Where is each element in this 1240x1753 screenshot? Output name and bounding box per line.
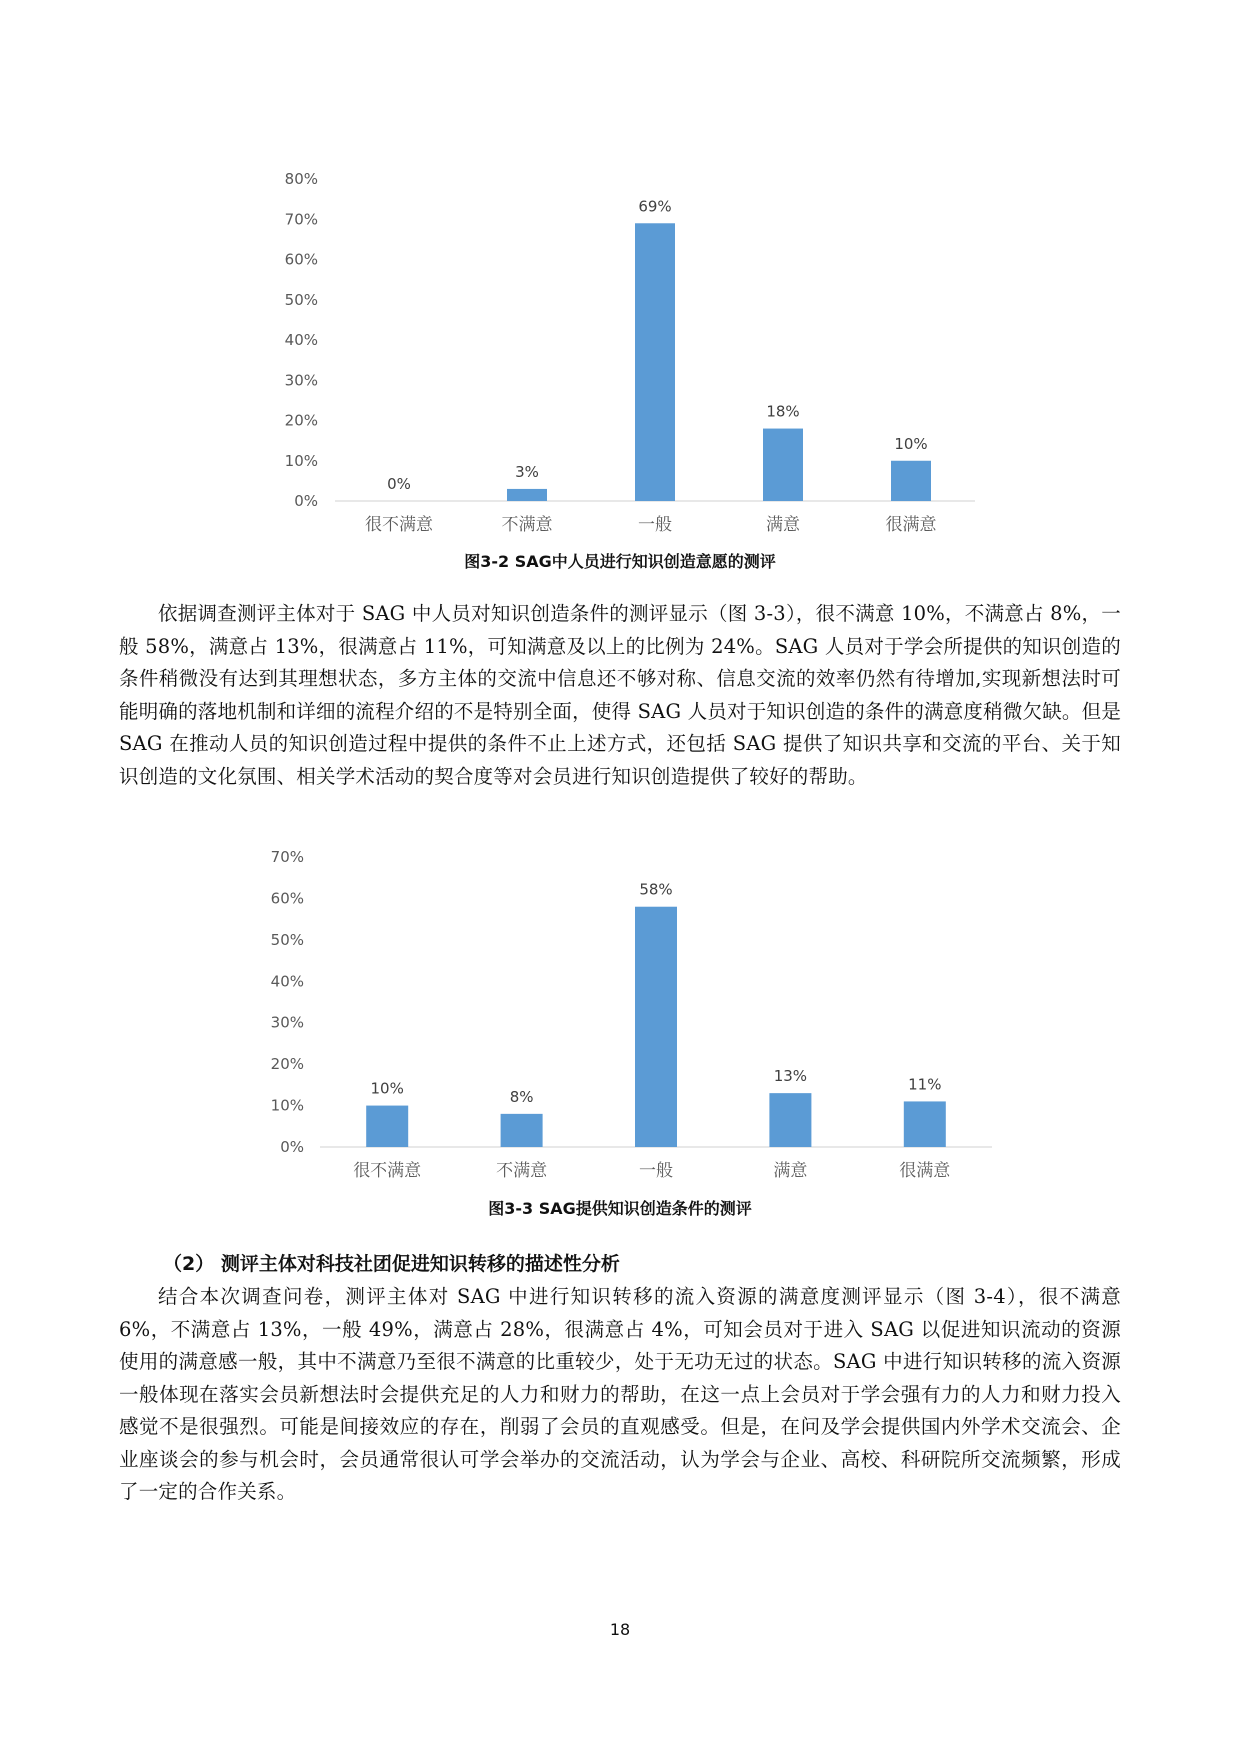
figure-caption-3-3: 图3-3 SAG提供知识创造条件的测评: [488, 1199, 752, 1218]
data-label: 69%: [638, 197, 672, 216]
data-label: 3%: [515, 462, 539, 481]
paragraph-knowledge-creation-conditions: 依据调查测评主体对于 SAG 中人员对知识创造条件的测评显示（图 3-3），很不满意 10%，不满意占 8%，一般 58%，满意占 13%，很满意占 11%，可知满意及以上的比例为 24%。SAG 人员对于学会所提供的知识创造的条件稍微没有达到其理想状态，多方主体的交流中信息还不够对称、信息交流的效率仍然有待增加,实现新想法时可能明确的落地机制和详细的流程介绍的不是特别全面，使得 SAG 人员对于知识创造的条件的满意度稍微欠缺。但是 SAG 在推动人员的知识创造过程中提供的条件不止上述方式，还包括 SAG 提供了知识共享和交流的平台、关于知识创造的文化氛围、相关学术活动的契合度等对会员进行知识创造提供了较好的帮助。: [119, 602, 1122, 788]
y-tick-label: 70%: [284, 210, 318, 229]
y-tick-label: 30%: [284, 371, 318, 390]
section-heading: （2） 测评主体对科技社团促进知识转移的描述性分析: [163, 1253, 620, 1275]
bar: [635, 907, 677, 1147]
data-label: 18%: [766, 402, 800, 421]
y-tick-label: 20%: [270, 1055, 304, 1074]
data-label: 10%: [370, 1079, 404, 1098]
category-label: 满意: [773, 1161, 808, 1181]
category-label: 满意: [766, 515, 800, 535]
data-label: 58%: [639, 880, 673, 899]
category-label: 一般: [639, 1161, 673, 1181]
page-number: 18: [609, 1620, 631, 1639]
y-tick-label: 0%: [280, 1138, 304, 1156]
category-label: 一般: [638, 515, 672, 535]
data-label: 8%: [509, 1087, 534, 1106]
category-label: 不满意: [496, 1161, 548, 1181]
data-label: 11%: [908, 1075, 942, 1094]
y-tick-label: 0%: [294, 492, 318, 510]
category-label: 很不满意: [353, 1161, 422, 1181]
y-tick-label: 80%: [284, 170, 318, 188]
figure-caption-3-2: 图3-2 SAG中人员进行知识创造意愿的测评: [464, 552, 776, 571]
y-tick-label: 10%: [284, 451, 318, 470]
category-label: 很满意: [885, 515, 937, 535]
data-label: 0%: [387, 475, 411, 493]
y-tick-label: 60%: [270, 889, 304, 908]
y-tick-label: 40%: [270, 972, 304, 991]
y-tick-label: 70%: [270, 848, 304, 866]
y-tick-label: 40%: [284, 331, 318, 349]
y-tick-label: 30%: [270, 1013, 304, 1032]
data-label: 13%: [773, 1067, 808, 1086]
y-tick-label: 20%: [284, 411, 318, 430]
category-label: 很满意: [899, 1161, 951, 1181]
y-tick-label: 50%: [270, 930, 304, 949]
bar: [769, 1093, 811, 1147]
y-tick-label: 10%: [270, 1096, 304, 1115]
y-tick-label: 50%: [284, 290, 318, 309]
bar: [501, 1114, 543, 1147]
bar: [904, 1101, 946, 1147]
bar: [366, 1106, 408, 1147]
category-label: 不满意: [501, 515, 553, 535]
y-tick-label: 60%: [284, 250, 318, 269]
paragraph-knowledge-transfer: 结合本次调查问卷，测评主体对 SAG 中进行知识转移的流入资源的满意度测评显示（图 3-4），很不满意 6%，不满意占 13%，一般 49%，满意占 28%，很满意占 4%，可知会员对于进入 SAG 以促进知识流动的资源使用的满意感一般，其中不满意乃至很不满意的比重较少，处于无功无过的状态。SAG 中进行知识转移的流入资源一般体现在落实会员新想法时会提供充足的人力和财力的帮助，在这一点上会员对于学会强有力的人力和财力投入感觉不是很强烈。可能是间接效应的存在，削弱了会员的直观感受。但是，在问及学会提供国内外学术交流会、企业座谈会的参与机会时，会员通常很认可学会举办的交流活动，认为学会与企业、高校、科研院所交流频繁，形成了一定的合作关系。: [119, 1285, 1121, 1503]
category-label: 很不满意: [365, 515, 433, 535]
data-label: 10%: [894, 434, 928, 453]
